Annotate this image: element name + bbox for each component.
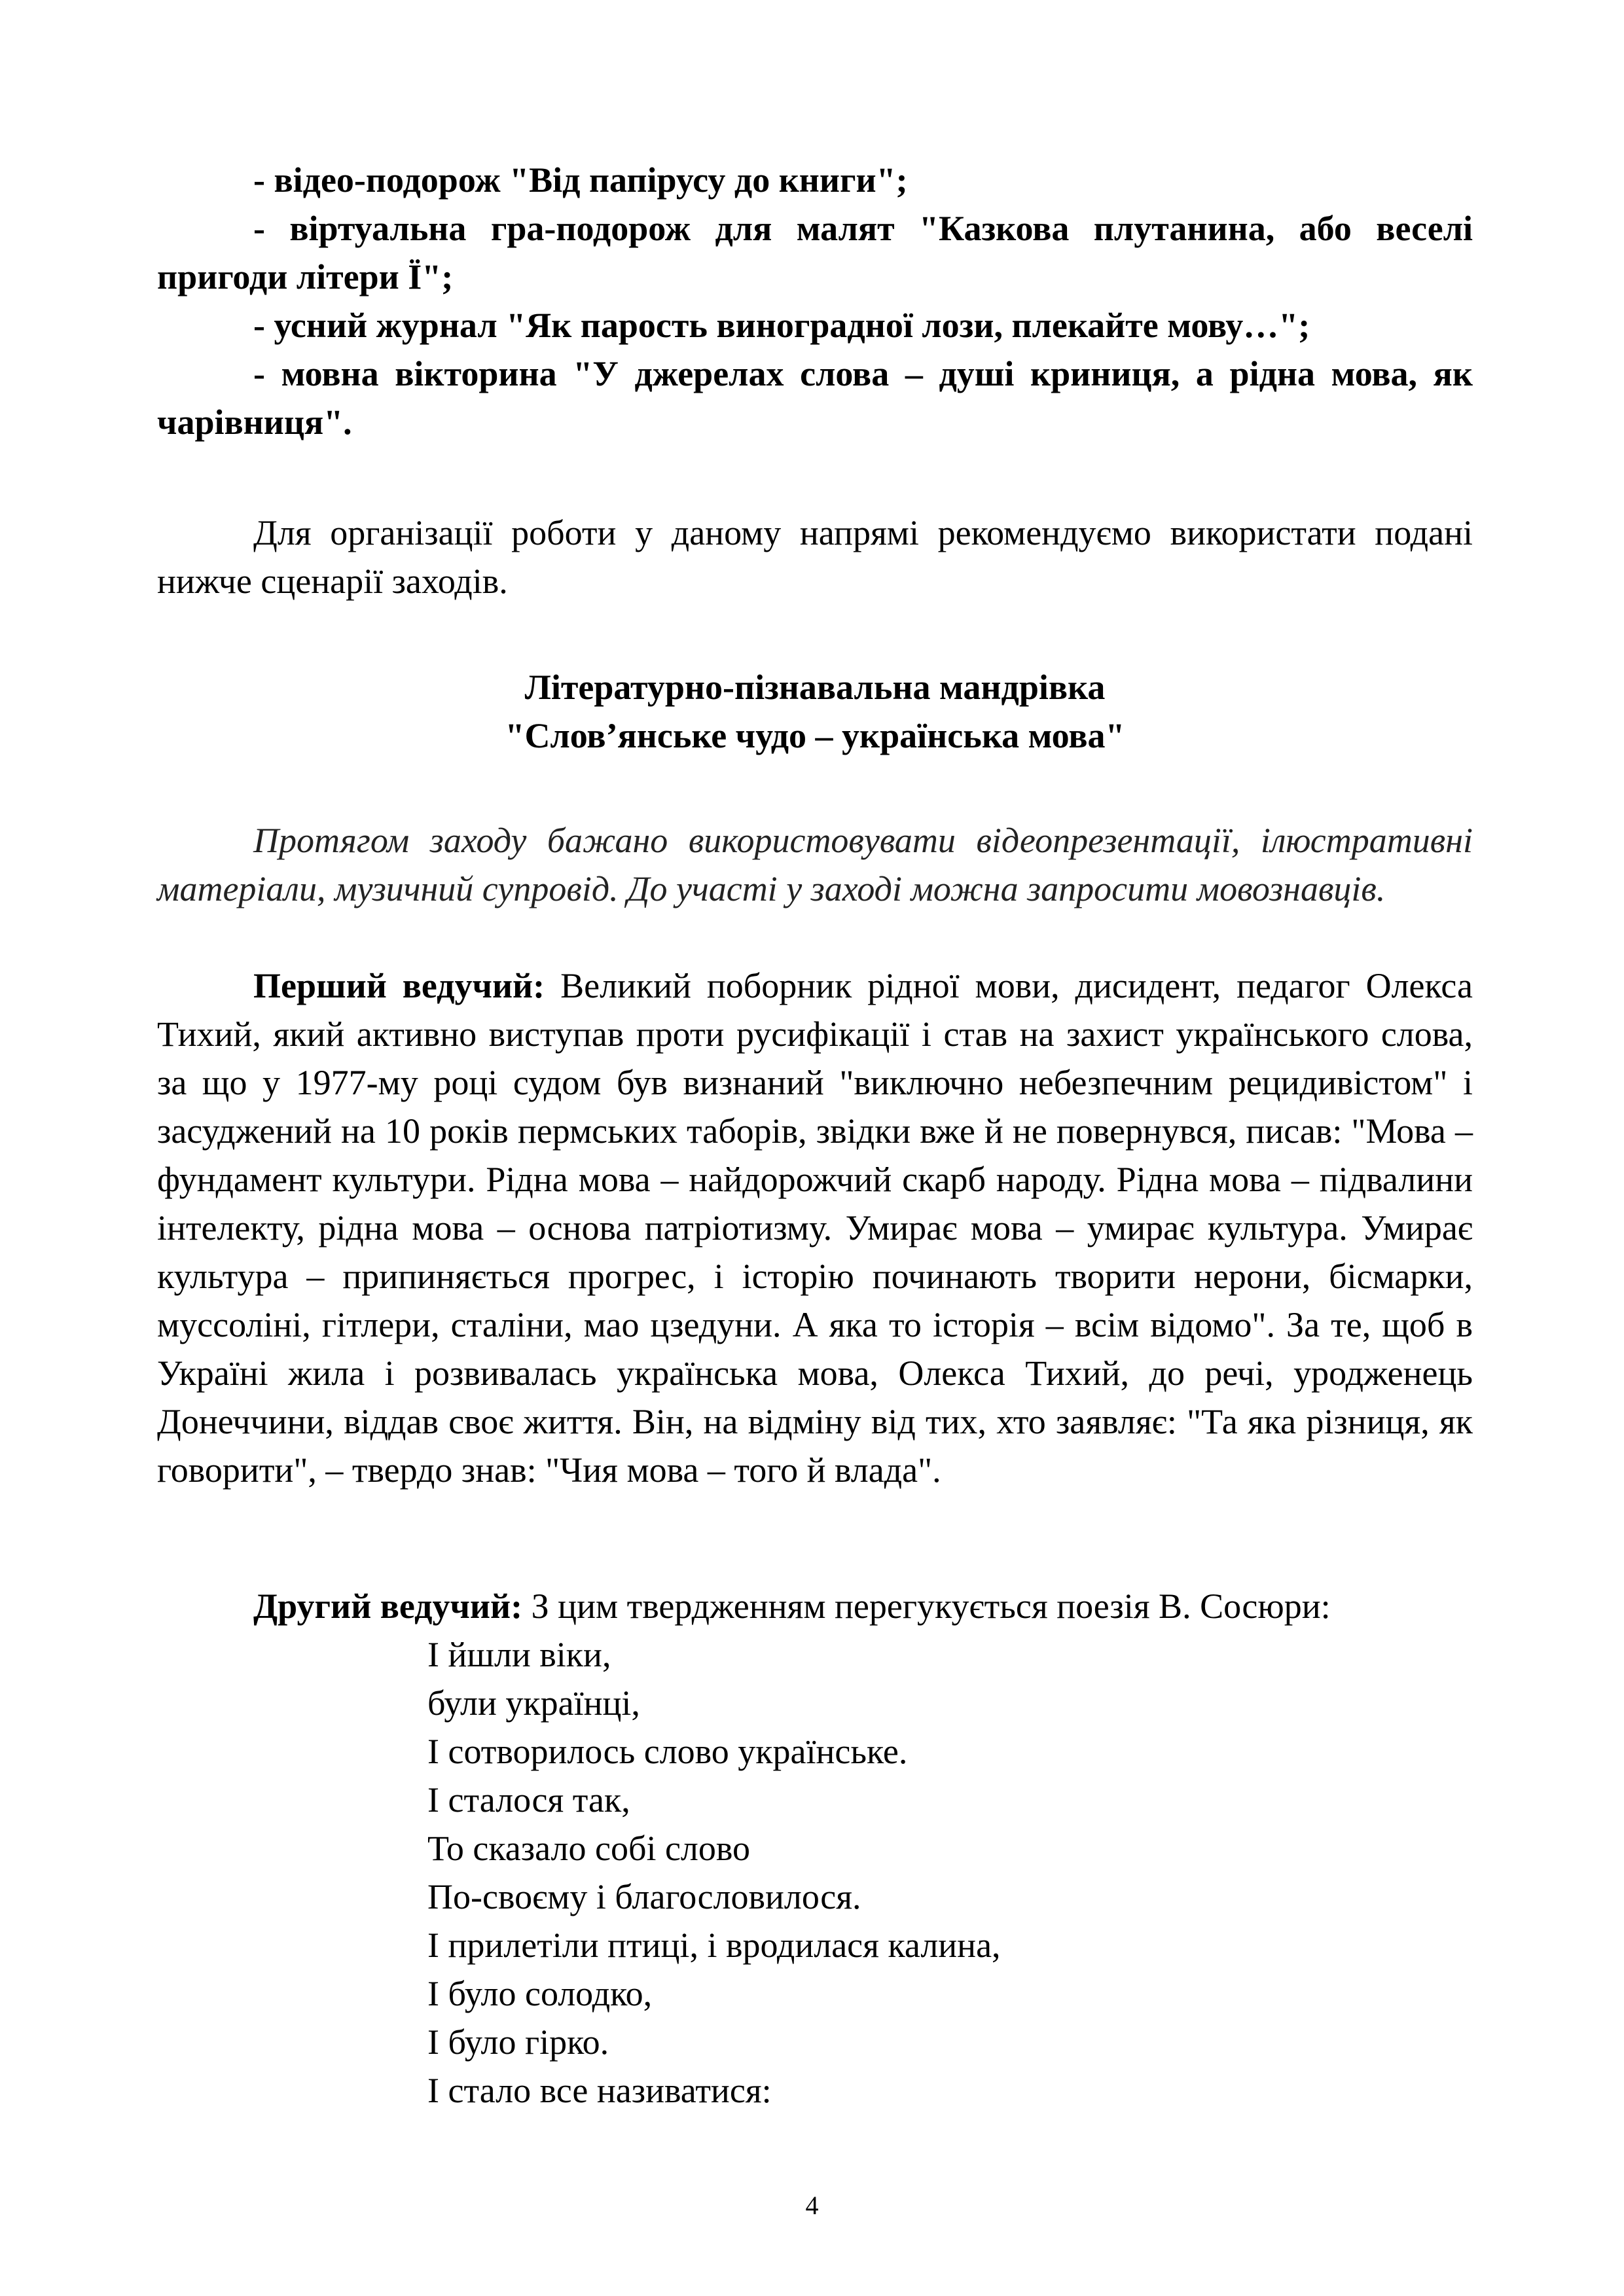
poem-line: І було солодко, bbox=[427, 1974, 653, 2013]
poem-line: По-своєму і благословилося. bbox=[427, 1877, 861, 1916]
poem-line: То сказало собі слово bbox=[427, 1829, 750, 1868]
host1-block bbox=[157, 961, 1473, 1494]
section-subtitle: "Слов’янське чудо – українська мова" bbox=[505, 716, 1125, 755]
poem-line: І йшли віки, bbox=[427, 1635, 611, 1674]
host1-label: Перший ведучий: bbox=[253, 966, 545, 1005]
intro-paragraph-block bbox=[157, 509, 1473, 605]
poem-line: І прилетіли птиці, і вродилася калина, bbox=[427, 1926, 1001, 1965]
section-heading bbox=[157, 663, 1473, 760]
activity-item: - відео-подорож "Від папірусу до книги"; bbox=[253, 160, 908, 200]
poem-line: І сотворилось слово українське. bbox=[427, 1732, 908, 1771]
poem-line: І було гірко. bbox=[427, 2022, 609, 2062]
poem-line: були українці, bbox=[427, 1683, 640, 1723]
host2-paragraph bbox=[157, 1582, 1473, 1630]
poem-line: І стало все називатися: bbox=[427, 2071, 772, 2110]
host1-paragraph bbox=[157, 961, 1473, 1494]
activity-item: - усний журнал "Як парость виноградної лози, плекайте мову…"; bbox=[253, 306, 1310, 345]
host1-text: Великий поборник рідної мови, дисидент, педагог Олекса Тихий, який активно виступав проти русифікації і став на захист українського слова, за що у 1977-му році судом був визнаний "виключно небезпечним рецидивістом" і засуджений на 10 років пермських таборів, звідки вже й не повернувся, писав: "Мова – фундамент культури. Рідна мова – найдорожчий скарб народу. Рідна мова – підвалини інтелекту, рідна мова – основа патріотизму. Умирає мова – умирає культура. Умирає культура – припиняється прогрес, і історію починають творити нерони, бісмарки, муссоліні, гітлери, сталіни, мао цзедуни. А яка то історія – всім відомо". За те, щоб в Україні жила і розвивалась українська мова, Олекса Тихий, до речі, уродженець Донеччини, віддав своє життя. Він, на відміну від тих, хто заявляє: "Та яка різниця, як говорити", – твердо знав: "Чия мова – того й влада". bbox=[157, 966, 1473, 1490]
host2-text: З цим твердженням перегукується поезія В. Сосюри: bbox=[522, 1587, 1331, 1626]
note-block bbox=[157, 816, 1473, 913]
host2-label: Другий ведучий: bbox=[253, 1587, 523, 1626]
poem-line: І сталося так, bbox=[427, 1780, 630, 1820]
activity-item: - віртуальна гра-подорож для малят "Казкова плутанина, або веселі пригоди літери Ї"; bbox=[157, 209, 1473, 296]
host2-block bbox=[157, 1582, 1473, 1630]
section-title: Літературно-пізнавальна мандрівка bbox=[524, 668, 1106, 707]
intro-paragraph: Для організації роботи у даному напрямі рекомендуємо використати подані нижче сценарії заходів. bbox=[157, 513, 1473, 601]
activities-list bbox=[157, 156, 1473, 446]
poem bbox=[427, 1630, 1409, 2115]
activity-item: - мовна вікторина "У джерелах слова – душі криниця, а рідна мова, як чарівниця". bbox=[157, 354, 1473, 442]
page-number: 4 bbox=[805, 2191, 819, 2220]
italic-note: Протягом заходу бажано використовувати відеопрезентації, ілюстративні матеріали, музичний супровід. До участі у заході можна запросити мовознавців. bbox=[157, 821, 1473, 908]
